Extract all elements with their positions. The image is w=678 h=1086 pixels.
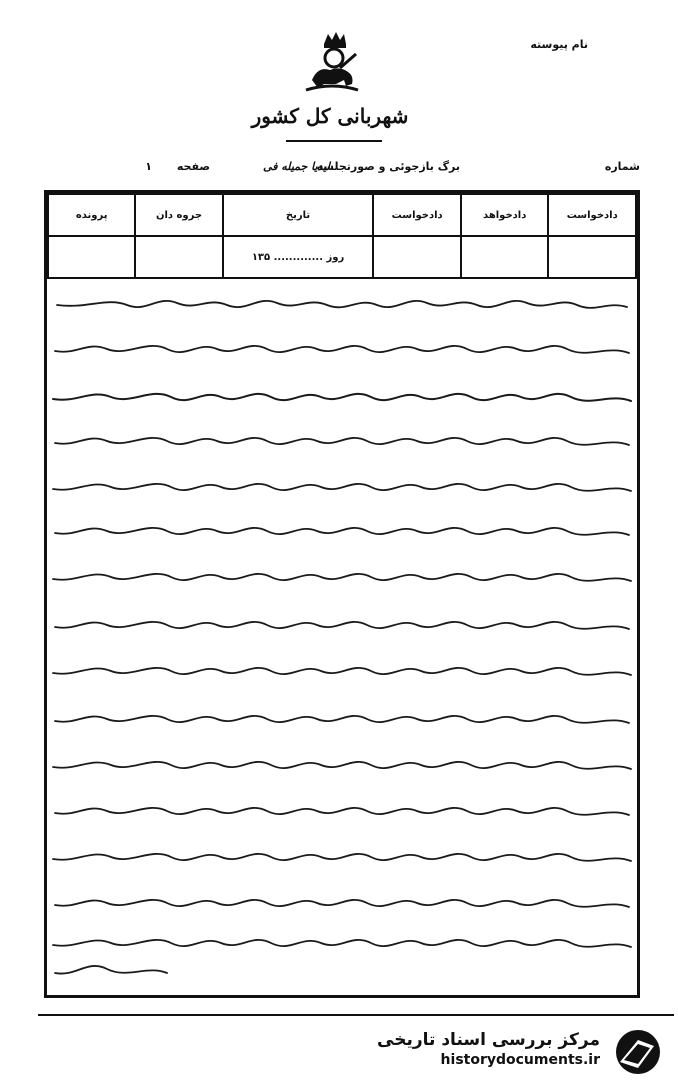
number-label: شماره (604, 160, 640, 173)
table-cell (548, 236, 636, 278)
day-label: روز (326, 251, 345, 263)
table-header-cell: دادخواست (373, 194, 461, 236)
archive-logo-icon (608, 1026, 666, 1078)
page-label: صفحه (176, 160, 210, 173)
year-value: ۱۳۵ (251, 251, 271, 263)
table-header-cell: پرونده (48, 194, 135, 236)
table-cell (135, 236, 222, 278)
archive-org-name: مرکز بررسی اسناد تاریخی (377, 1030, 600, 1050)
header-table (47, 193, 637, 279)
page-value: ۱ (145, 160, 152, 173)
archive-footer (377, 1030, 600, 1068)
date-cell (223, 236, 374, 278)
lion-and-sun-emblem-icon (300, 28, 364, 98)
archive-site: historydocuments.ir (440, 1052, 600, 1068)
title-underline (286, 140, 382, 142)
handwritten-text-icon (47, 283, 637, 995)
name-entry: لیدیا جمیله فی (263, 160, 330, 173)
form-title: برگ بازجوئی و صورتجلسه (316, 160, 460, 173)
table-header-row (48, 194, 636, 236)
document-title: شهربانی کل کشور (251, 104, 409, 128)
table-header-cell: دادخواست (548, 194, 636, 236)
table-cell (373, 236, 461, 278)
table-value-row (48, 236, 636, 278)
table-header-cell: دادخواهد (461, 194, 548, 236)
table-header-cell: جروه دان (135, 194, 222, 236)
date-dots: ............. (273, 251, 323, 263)
footer-rule (38, 1014, 674, 1016)
meta-row (40, 160, 640, 180)
table-cell (48, 236, 135, 278)
top-right-label: نام پیوسته (530, 38, 588, 51)
table-cell (461, 236, 548, 278)
table-header-cell: تاریخ (223, 194, 374, 236)
